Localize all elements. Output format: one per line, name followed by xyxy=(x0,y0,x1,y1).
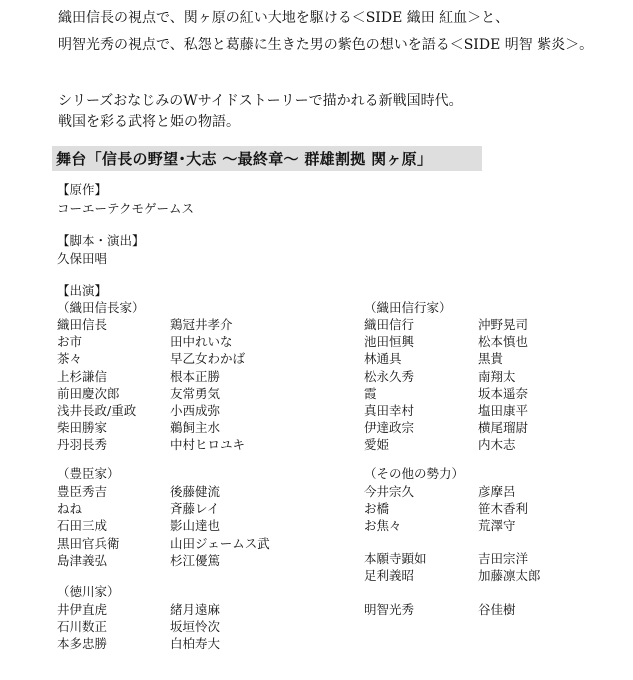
role-name: 丹羽長秀 xyxy=(57,437,108,453)
actors-others xyxy=(478,483,528,535)
actor-name: 後藤健流 xyxy=(170,484,221,499)
role-name: ねね xyxy=(57,501,83,517)
actor-name: 杉江優篤 xyxy=(170,552,221,568)
role-name: 本多忠勝 xyxy=(57,636,108,652)
roles-tokugawa xyxy=(57,601,107,653)
intro-line-1: 織田信長の視点で、関ヶ原の紅い大地を駆ける＜SIDE 織田 紅血＞と、 xyxy=(58,10,510,26)
roles-oda-nobuyuki xyxy=(364,316,414,454)
actor-name: 黒貴 xyxy=(478,351,504,367)
actors-oda-nobunaga xyxy=(170,316,245,454)
role-name: 織田信長 xyxy=(57,317,108,332)
role-name: 足利義昭 xyxy=(364,568,415,584)
role-name: 明智光秀 xyxy=(364,602,415,617)
group-label-tokugawa: （徳川家） xyxy=(57,584,120,599)
actor-name: 沖野晃司 xyxy=(478,317,529,332)
role-name: お市 xyxy=(57,334,83,350)
actor-name: 根本正勝 xyxy=(170,368,221,384)
role-name: 黒田官兵衛 xyxy=(57,535,120,551)
intro-line-2: 明智光秀の視点で、私怨と葛藤に生きた男の紫色の想いを語る＜SIDE 明智 紫炎＞。 xyxy=(58,37,594,53)
actor-name: 内木志 xyxy=(478,437,516,453)
stage-title: 舞台「信長の野望･大志 〜最終章〜 群雄割拠 関ヶ原」 xyxy=(56,150,433,168)
roles-others-2 xyxy=(364,550,427,584)
role-name: お焦々 xyxy=(364,518,402,534)
role-name: 真田幸村 xyxy=(364,403,415,419)
intro-line-4: 戦国を彩る武将と姫の物語。 xyxy=(58,114,240,130)
original-value: コーエーテクモゲームス xyxy=(57,201,195,216)
role-name: 島津義弘 xyxy=(57,552,108,568)
actor-name: 早乙女わかば xyxy=(170,351,246,367)
role-name: 豊臣秀吉 xyxy=(57,484,108,499)
actor-name: 影山達也 xyxy=(170,518,221,534)
actor-name: 横尾瑠尉 xyxy=(478,420,529,436)
group-label-oda-nobuyuki: （織田信行家） xyxy=(364,300,452,315)
role-name: 霞 xyxy=(364,385,377,401)
role-name: 松永久秀 xyxy=(364,368,415,384)
group-label-others: （その他の勢力） xyxy=(364,466,465,481)
role-name: 前田慶次郎 xyxy=(57,385,120,401)
actor-name: 鵜飼主水 xyxy=(170,420,221,436)
actor-name: 坂垣怜次 xyxy=(170,619,221,635)
actor-name: 緒月遠麻 xyxy=(170,602,221,617)
actor-name: 塩田康平 xyxy=(478,403,529,419)
actor-name: 白柏寿大 xyxy=(170,636,221,652)
role-name: 柴田勝家 xyxy=(57,420,108,436)
actor-name: 松本慎也 xyxy=(478,334,529,350)
roles-others-3 xyxy=(364,601,414,618)
actor-name: 加藤凛太郎 xyxy=(478,568,541,584)
actor-name: 吉田宗洋 xyxy=(478,551,529,566)
role-name: 上杉謙信 xyxy=(57,368,108,384)
script-label: 【脚本・演出】 xyxy=(57,233,145,248)
original-label: 【原作】 xyxy=(57,182,108,197)
actors-oda-nobuyuki xyxy=(478,316,528,454)
role-name: 石川数正 xyxy=(57,619,108,635)
actor-name: 谷佳樹 xyxy=(478,602,516,617)
role-name: 本願寺顕如 xyxy=(364,551,427,566)
role-name: 石田三成 xyxy=(57,518,108,534)
script-value: 久保田唱 xyxy=(57,251,108,266)
actor-name: 笹木香利 xyxy=(478,501,529,517)
actor-name: 荒澤守 xyxy=(478,518,516,534)
role-name: 林通具 xyxy=(364,351,402,367)
roles-others xyxy=(364,483,414,535)
role-name: 今井宗久 xyxy=(364,484,415,499)
actor-name: 鶏冠井孝介 xyxy=(170,317,233,332)
actors-others-3 xyxy=(478,601,516,618)
role-name: 池田恒興 xyxy=(364,334,415,350)
role-name: 茶々 xyxy=(57,351,83,367)
actor-name: 南翔太 xyxy=(478,368,516,384)
cast-label: 【出演】 xyxy=(57,283,108,298)
role-name: 伊達政宗 xyxy=(364,420,415,436)
actor-name: 山田ジェームス武 xyxy=(170,535,270,551)
group-label-oda-nobunaga: （織田信長家） xyxy=(57,300,145,315)
role-name: 井伊直虎 xyxy=(57,602,108,617)
actor-name: 小西成弥 xyxy=(170,403,221,419)
role-name: 織田信行 xyxy=(364,317,415,332)
roles-toyotomi xyxy=(57,483,120,569)
intro-line-3: シリーズおなじみのWサイドストーリーで描かれる新戦国時代。 xyxy=(58,93,463,109)
actor-name: 彦摩呂 xyxy=(478,484,516,499)
actor-name: 中村ヒロユキ xyxy=(170,437,246,453)
role-name: 浅井長政/重政 xyxy=(57,403,137,419)
roles-oda-nobunaga xyxy=(57,316,136,454)
actor-name: 坂本遥奈 xyxy=(478,385,529,401)
actor-name: 田中れいな xyxy=(170,334,233,350)
actors-others-2 xyxy=(478,550,541,584)
role-name: お橋 xyxy=(364,501,390,517)
actors-tokugawa xyxy=(170,601,220,653)
role-name: 愛姫 xyxy=(364,437,390,453)
actors-toyotomi xyxy=(170,483,270,569)
group-label-toyotomi: （豊臣家） xyxy=(57,466,120,481)
actor-name: 斉藤レイ xyxy=(170,501,220,517)
actor-name: 友常勇気 xyxy=(170,385,221,401)
